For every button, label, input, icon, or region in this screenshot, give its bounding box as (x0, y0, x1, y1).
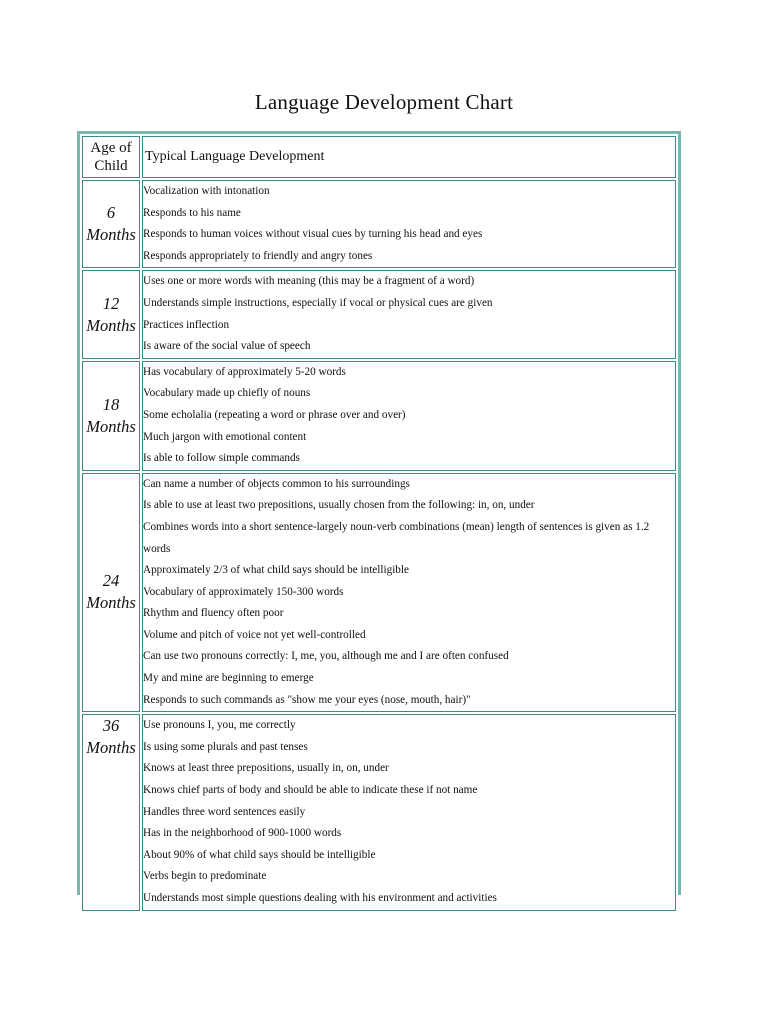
table-row (82, 473, 676, 713)
age-cell (82, 473, 140, 713)
list-item: Responds to such commands as "show me your eyes (nose, mouth, hair)" (143, 693, 471, 706)
list-item: Understands simple instructions, especially if vocal or physical cues are given (143, 296, 493, 309)
list-item: Responds appropriately to friendly and angry tones (143, 249, 373, 262)
age-unit: Months (86, 738, 136, 758)
age-cell (82, 270, 140, 358)
age-unit: Months (86, 593, 136, 613)
table-row (82, 361, 676, 471)
development-cell (142, 270, 676, 358)
list-item: Handles three word sentences easily (143, 805, 306, 818)
age-unit: Months (86, 225, 136, 245)
list-item: Vocabulary made up chiefly of nouns (143, 387, 311, 400)
development-cell (142, 180, 676, 268)
list-item: Responds to human voices without visual cues by turning his head and eyes (143, 228, 483, 241)
page-title: Language Development Chart (254, 90, 514, 114)
table-row (82, 714, 676, 910)
list-item: Is able to use at least two prepositions, usually chosen from the following: in, on, under (143, 499, 535, 512)
age-unit: Months (86, 315, 136, 335)
list-item: Can name a number of objects common to his surroundings (143, 477, 410, 490)
table-header-row (82, 136, 676, 178)
age-number: 18 (102, 394, 120, 414)
list-item: Combines words into a short sentence-largely noun-verb combinations (mean) length of sentences is given as 1.2 words (143, 520, 650, 555)
list-item: Much jargon with emotional content (143, 430, 307, 443)
list-item: Knows chief parts of body and should be able to indicate these if not name (143, 784, 478, 797)
list-item: Rhythm and fluency often poor (143, 607, 284, 620)
list-item: Is using some plurals and past tenses (143, 740, 308, 753)
development-column-header: Typical Language Development (142, 136, 676, 178)
list-item: About 90% of what child says should be intelligible (143, 848, 376, 861)
table-row (82, 270, 676, 358)
age-number: 6 (106, 203, 116, 223)
list-item: Has vocabulary of approximately 5-20 words (143, 365, 346, 378)
list-item: Use pronouns I, you, me correctly (143, 719, 296, 732)
list-item: Is aware of the social value of speech (143, 340, 311, 353)
development-cell (142, 473, 676, 713)
age-column-header: Age of Child (82, 136, 140, 178)
age-number: 24 (102, 571, 120, 591)
list-item: Uses one or more words with meaning (this may be a fragment of a word) (143, 275, 475, 288)
list-item: Can use two pronouns correctly: I, me, you, although me and I are often confused (143, 650, 509, 663)
age-cell (82, 361, 140, 471)
development-table (77, 131, 681, 904)
development-cell (142, 714, 676, 910)
list-item: My and mine are beginning to emerge (143, 672, 314, 685)
age-cell (82, 180, 140, 268)
table-row (82, 180, 676, 268)
list-item: Verbs begin to predominate (143, 870, 267, 883)
list-item: Vocabulary of approximately 150-300 words (143, 585, 344, 598)
list-item: Has in the neighborhood of 900-1000 words (143, 827, 342, 840)
list-item: Some echolalia (repeating a word or phrase over and over) (143, 408, 406, 421)
age-number: 36 (102, 716, 120, 736)
list-item: Vocalization with intonation (143, 185, 270, 197)
list-item: Understands most simple questions dealing with his environment and activities (143, 892, 497, 904)
list-item: Knows at least three prepositions, usually in, on, under (143, 762, 389, 775)
age-cell (82, 714, 140, 910)
development-cell (142, 361, 676, 471)
age-number: 12 (102, 293, 120, 313)
list-item: Is able to follow simple commands (143, 452, 300, 465)
list-item: Volume and pitch of voice not yet well-controlled (143, 628, 366, 641)
list-item: Approximately 2/3 of what child says should be intelligible (143, 564, 409, 577)
list-item: Responds to his name (143, 206, 241, 219)
list-item: Practices inflection (143, 318, 230, 331)
age-unit: Months (86, 416, 136, 436)
